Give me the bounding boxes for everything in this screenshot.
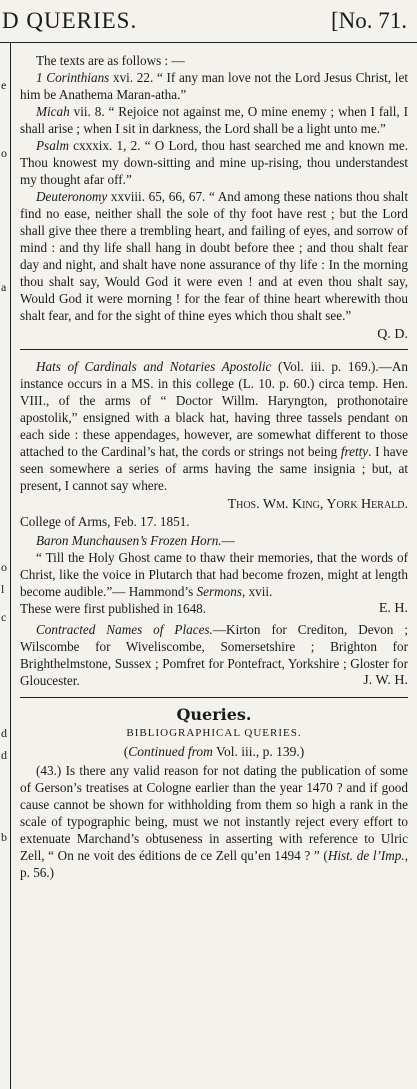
- scripture-ref: Micah: [36, 104, 70, 119]
- signature-jwh: J. W. H.: [363, 673, 408, 688]
- emphasis-fretty: fretty: [340, 444, 369, 459]
- hats-article: [20, 358, 408, 494]
- munchausen-quote: [20, 549, 408, 600]
- gutter-letter: d: [1, 726, 7, 740]
- running-title: D QUERIES.: [2, 8, 138, 33]
- scripture-ref: Deuteronomy: [36, 189, 108, 204]
- scripture-ref: 1 Corinthians: [36, 70, 110, 85]
- text-psalm: [20, 137, 408, 188]
- text-column: [20, 52, 408, 881]
- gutter-letter: e: [1, 78, 7, 92]
- text-micah: [20, 103, 408, 137]
- section-divider: [20, 349, 408, 350]
- query-43: [20, 762, 408, 881]
- scripture-text: vii. 8. “ Rejoice not against me, O mine enemy ; when I fall, I shall arise ; when I sit in darkness, the Lord shall be a light unto me.”: [20, 104, 408, 136]
- article-title: Hats of Cardinals and Notaries Apostolic: [36, 359, 272, 374]
- gutter-letter: o: [1, 146, 7, 160]
- text-deuteronomy: [20, 188, 408, 324]
- hist-ref: Hist. de l’Imp.: [327, 848, 405, 863]
- article-title: Contracted Names of Places.: [36, 622, 213, 637]
- continued-label: Continued from: [128, 744, 213, 759]
- query-text: (43.) Is there any valid reason for not dating the publication of some of Gerson’s treatises at Cologne earlier than the year 1470 ? and if good cause cannot be shown for withholding from them so high a rank in the scale of typographic being, must we not instantly reject every effort to extenuate Marchand’s obtuseness in asserting with reference to Ulric Zell, “ On ne voit des éditions de ce Zell qu’en 1494 ? ” (: [20, 763, 408, 863]
- scripture-text: xvi. 22. “ If any man love not the Lord Jesus Christ, let him be Anathema Maran-atha.”: [20, 70, 408, 102]
- gutter-letter: l: [1, 582, 5, 596]
- section-divider: [20, 697, 408, 698]
- article-body: (Vol. iii. p. 169.).—An instance occurs in a MS. in this college (L. 10. p. 60.) circa temp. Hen. VIII., of the arms of “ Doctor Willm. Haryngton, prothonotaire apostolik,” ensigned with a black hat, having three tassels pendant on each side : these appendages, however, are somewhat different to those attached to the Cardinal’s hat, the cords or strings not being: [20, 359, 408, 459]
- dateline: College of Arms, Feb. 17. 1851.: [20, 514, 190, 529]
- article-body: —Kirton for Crediton, Devon ; Wilscombe for Wiveliscombe, Somersetshire ; Brighton for Brighthelmstone, Sussex ; Pomfret for Pontefract, Yorkshire ; Gloster for Gloucester.: [20, 622, 408, 688]
- texts-intro: The texts are as follows : —: [36, 53, 185, 68]
- queries-subheading: BIBLIOGRAPHICAL QUERIES.: [126, 727, 302, 739]
- continued-ref: Vol. iii., p. 139.): [212, 744, 305, 759]
- scripture-ref: Psalm: [36, 138, 69, 153]
- scripture-text: cxxxix. 1, 2. “ O Lord, thou hast searched me and known me. Thou knowest my down-sitting and mine up-rising, thou understandest my thought afar off.”: [20, 138, 408, 187]
- issue-number: [No. 71.: [330, 8, 407, 33]
- signature-king: Thos. Wm. King, York Herald.: [227, 497, 408, 512]
- sermons-page: , xvii.: [241, 584, 273, 599]
- quote-text: “ Till the Holy Ghost came to thaw their memories, that the words of Christ, like the voice in Plutarch that had become frozen, might at length become audible.”— Hammond’s: [20, 550, 408, 599]
- gutter-letter: o: [1, 560, 7, 574]
- title-dash: —: [221, 533, 235, 548]
- hist-page: , p. 56.): [20, 848, 408, 880]
- munchausen-note: These were first published in 1648.: [20, 601, 207, 616]
- gutter-letter: b: [1, 830, 7, 844]
- article-title: Baron Munchausen’s Frozen Horn.: [36, 533, 222, 548]
- column-rule: [10, 42, 11, 1089]
- signature-eh: E. H.: [378, 601, 408, 616]
- header-rule: [0, 42, 417, 43]
- signature-qd: Q. D.: [377, 327, 408, 342]
- gutter-letter: d: [1, 748, 7, 762]
- sermons-ref: Sermons: [196, 584, 242, 599]
- continued-note: [20, 743, 408, 760]
- gutter-letter: a: [1, 280, 7, 294]
- munchausen-title-line: [20, 532, 408, 549]
- queries-heading: Queries.: [176, 705, 252, 724]
- text-corinthians: [20, 69, 408, 103]
- gutter-letter: c: [1, 610, 7, 624]
- page-header: [0, 2, 417, 42]
- paren-open: (: [123, 744, 129, 759]
- scripture-text: xxviii. 65, 66, 67. “ And among these nations thou shalt find no ease, neither shall the sole of thy foot have rest ; but the Lord shall give thee there a trembling heart, and failing of eyes, and sorrow of mind : and thy life shall hang in doubt before thee ; and thou shalt fear day and night, and shalt have none assurance of thy life : In the morning thou shalt say, Would God it were even ! and at even thou shalt say, Would God it were morning ! for the fear of thine heart wherewith thou shalt fear, and for the sight of thine eyes which thou shalt see.”: [20, 189, 408, 323]
- munchausen-note-row: [20, 600, 408, 617]
- article-body-cont: . I have seen somewhere a series of arms having the same insignia ; but, at present, I cannot say where.: [20, 444, 408, 493]
